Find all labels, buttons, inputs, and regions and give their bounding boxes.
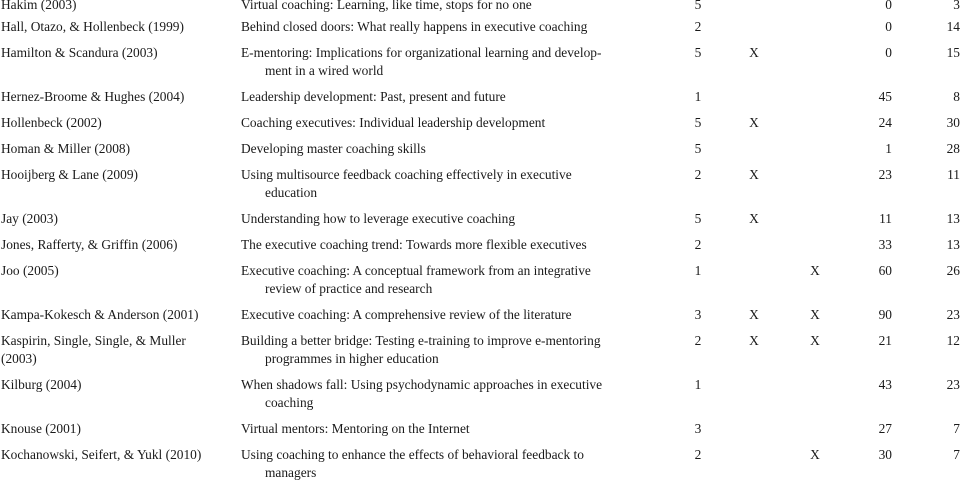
author-cell-line: Homan & Miller (2008) xyxy=(1,141,131,156)
author-cell xyxy=(1,306,233,324)
author-cell-line: Knouse (2001) xyxy=(1,421,81,436)
author-cell xyxy=(1,18,233,36)
count-cell-2: 7 xyxy=(953,447,960,462)
title-cell-line: Developing master coaching skills xyxy=(241,141,426,156)
count-cell-1: 43 xyxy=(878,377,892,392)
mark-cell-1: X xyxy=(749,45,759,60)
count-cell-2: 26 xyxy=(946,263,960,278)
title-cell-line: Executive coaching: A conceptual framework from an integrative xyxy=(241,263,591,278)
title-cell-line: programmes in higher education xyxy=(265,351,439,366)
count-cell-1: 33 xyxy=(878,237,892,252)
author-cell xyxy=(1,376,233,394)
count-cell-1: 11 xyxy=(879,211,892,226)
mark-cell-1: X xyxy=(749,333,759,348)
count-cell-2: 28 xyxy=(946,141,960,156)
mark-cell-2: X xyxy=(810,447,820,462)
mark-cell-2: X xyxy=(810,307,820,322)
author-cell-line: Jones, Rafferty, & Griffin (2006) xyxy=(1,237,178,252)
title-cell xyxy=(241,262,661,298)
author-cell-line: Kilburg (2004) xyxy=(1,377,82,392)
title-cell-line: Behind closed doors: What really happens in executive coaching xyxy=(241,19,588,34)
level-cell: 3 xyxy=(694,421,702,436)
title-cell xyxy=(241,44,661,80)
level-cell: 5 xyxy=(694,141,702,156)
author-cell xyxy=(1,44,233,62)
author-cell xyxy=(1,446,233,464)
title-cell-line: Virtual mentors: Mentoring on the Internet xyxy=(241,421,470,436)
title-cell xyxy=(241,140,661,158)
count-cell-2: 15 xyxy=(946,45,960,60)
count-cell-2: 23 xyxy=(946,377,960,392)
mark-cell-2: X xyxy=(810,333,820,348)
level-cell: 2 xyxy=(694,237,702,252)
title-cell xyxy=(241,446,661,482)
count-cell-1: 23 xyxy=(878,167,892,182)
count-cell-1: 45 xyxy=(878,89,892,104)
mark-cell-1: X xyxy=(749,211,759,226)
title-cell-line: managers xyxy=(265,465,317,480)
count-cell-1: 1 xyxy=(885,141,892,156)
title-cell-line: Using coaching to enhance the effects of behavioral feedback to xyxy=(241,447,584,462)
level-cell: 2 xyxy=(694,19,702,34)
author-cell-line: (2003) xyxy=(1,351,37,366)
author-cell-line: Joo (2005) xyxy=(1,263,59,278)
title-cell-line: When shadows fall: Using psychodynamic approaches in executive xyxy=(241,377,603,392)
count-cell-2: 14 xyxy=(946,19,960,34)
author-cell xyxy=(1,140,233,158)
count-cell-1: 0 xyxy=(885,19,892,34)
title-cell xyxy=(241,18,661,36)
level-cell: 1 xyxy=(694,263,702,278)
level-cell: 1 xyxy=(694,89,702,104)
level-cell: 5 xyxy=(694,0,702,12)
title-cell-line: education xyxy=(265,185,318,200)
title-cell xyxy=(241,0,661,14)
title-cell xyxy=(241,420,661,438)
level-cell: 3 xyxy=(694,307,702,322)
count-cell-2: 23 xyxy=(946,307,960,322)
author-cell xyxy=(1,332,233,368)
count-cell-1: 24 xyxy=(878,115,892,130)
count-cell-1: 0 xyxy=(885,0,892,12)
title-cell xyxy=(241,376,661,412)
count-cell-1: 30 xyxy=(878,447,892,462)
mark-cell-1: X xyxy=(749,167,759,182)
author-cell-line: Jay (2003) xyxy=(1,211,58,226)
count-cell-1: 0 xyxy=(885,45,892,60)
title-cell-line: Coaching executives: Individual leadership development xyxy=(241,115,546,130)
author-cell-line: Kampa-Kokesch & Anderson (2001) xyxy=(1,307,199,322)
count-cell-1: 27 xyxy=(878,421,892,436)
level-cell: 5 xyxy=(694,45,702,60)
count-cell-2: 12 xyxy=(946,333,960,348)
author-cell xyxy=(1,0,233,14)
title-cell xyxy=(241,236,661,254)
author-cell xyxy=(1,166,233,184)
author-cell-line: Hamilton & Scandura (2003) xyxy=(1,45,158,60)
author-cell xyxy=(1,420,233,438)
count-cell-1: 60 xyxy=(878,263,892,278)
count-cell-2: 11 xyxy=(947,167,960,182)
title-cell xyxy=(241,210,661,228)
title-cell xyxy=(241,88,661,106)
mark-cell-1: X xyxy=(749,307,759,322)
level-cell: 5 xyxy=(694,211,702,226)
count-cell-2: 13 xyxy=(946,211,960,226)
level-cell: 2 xyxy=(694,447,702,462)
author-cell-line: Hollenbeck (2002) xyxy=(1,115,102,130)
title-cell-line: The executive coaching trend: Towards more flexible executives xyxy=(241,237,587,252)
title-cell-line: Virtual coaching: Learning, like time, stops for no one xyxy=(241,0,532,12)
author-cell xyxy=(1,236,233,254)
title-cell-line: Building a better bridge: Testing e-training to improve e-mentoring xyxy=(241,333,601,348)
mark-cell-2: X xyxy=(810,263,820,278)
author-cell-line: Hakim (2003) xyxy=(1,0,77,12)
title-cell-line: E-mentoring: Implications for organizational learning and develop- xyxy=(241,45,602,60)
title-cell xyxy=(241,166,661,202)
author-cell xyxy=(1,114,233,132)
count-cell-1: 90 xyxy=(878,307,892,322)
count-cell-1: 21 xyxy=(878,333,892,348)
title-cell-line: Using multisource feedback coaching effectively in executive xyxy=(241,167,572,182)
count-cell-2: 8 xyxy=(953,89,960,104)
author-cell-line: Hernez-Broome & Hughes (2004) xyxy=(1,89,185,104)
level-cell: 5 xyxy=(694,115,702,130)
count-cell-2: 7 xyxy=(953,421,960,436)
author-cell-line: Hall, Otazo, & Hollenbeck (1999) xyxy=(1,19,184,34)
title-cell-line: ment in a wired world xyxy=(265,63,384,78)
count-cell-2: 30 xyxy=(946,115,960,130)
author-cell-line: Hooijberg & Lane (2009) xyxy=(1,167,138,182)
author-cell-line: Kochanowski, Seifert, & Yukl (2010) xyxy=(1,447,202,462)
level-cell: 2 xyxy=(694,167,702,182)
title-cell xyxy=(241,114,661,132)
author-cell xyxy=(1,88,233,106)
title-cell xyxy=(241,306,661,324)
title-cell-line: Understanding how to leverage executive coaching xyxy=(241,211,516,226)
level-cell: 2 xyxy=(694,333,702,348)
author-cell xyxy=(1,210,233,228)
count-cell-2: 3 xyxy=(953,0,960,12)
title-cell-line: review of practice and research xyxy=(265,281,433,296)
level-cell: 1 xyxy=(694,377,702,392)
title-cell-line: coaching xyxy=(265,395,314,410)
author-cell xyxy=(1,262,233,280)
title-cell xyxy=(241,332,661,368)
author-cell-line: Kaspirin, Single, Single, & Muller xyxy=(1,333,186,348)
title-cell-line: Executive coaching: A comprehensive review of the literature xyxy=(241,307,572,322)
count-cell-2: 13 xyxy=(946,237,960,252)
mark-cell-1: X xyxy=(749,115,759,130)
title-cell-line: Leadership development: Past, present and future xyxy=(241,89,506,104)
